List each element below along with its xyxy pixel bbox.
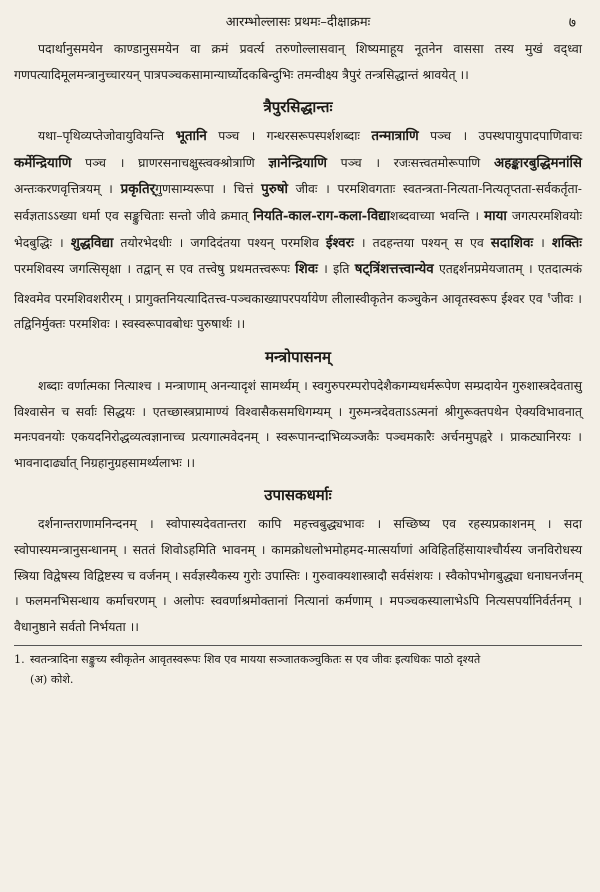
bold-term: कर्मेन्द्रियाणि [14, 154, 72, 171]
text-run: जगत्परमशिवयोः भेदबुद्धिः । [14, 207, 582, 250]
section-heading-mantropasana: मन्त्रोपासनम् [265, 348, 331, 367]
text-run: पञ्च । रजःसत्त्वतमोरूपाणि [326, 154, 494, 170]
bold-term: माया [484, 207, 507, 224]
bold-term: षट्त्रिंशत्तत्त्वान्येव [354, 261, 434, 278]
section-body-mantropasana [14, 373, 582, 475]
text-run: यथा–पृथिव्यप्तेजोवायुवियन्ति [38, 128, 176, 144]
text-run: । इति [317, 261, 355, 277]
text-run: । [533, 234, 552, 250]
text-run: पञ्च । घ्राणरसनाचक्षुस्त्वक्श्रोत्राणि [71, 154, 269, 170]
bold-term: ज्ञानेन्द्रियाणि [268, 154, 327, 171]
section-body-upasaka-dharma [14, 511, 582, 639]
text-run: एतद्दर्शनप्रमेयजातम् । एतदात्मकं विश्वमेव परमशिवशरीरम् । प्रागुक्तनियत्यादितत्त्व-पञ्चकाख्यापरपर्यायेण लीलास्वीकृतेन कञ्चुकेन आवृतस्वरूप ईश्वर एव [14, 261, 583, 306]
text-run: जीवः । परमशिवगताः स्वतन्त्रता-नित्यता-नित्यतृप्तता-सर्वकर्तृता-सर्वज्ञताऽऽख्या धर्मा एव सङ्कुचिताः सन्तो जीवे क्रमात् [14, 181, 582, 223]
text-run: शब्दाः वर्णात्मका नित्याश्च । मन्त्राणाम् अनन्यादृशं सामर्थ्यम् । स्वगुरुपरम्परोपदेशैकगम्यधर्मरूपेण सम्प्रदायेन गुरुशास्त्रदेवतासु विश्वासेन च सर्वाः सिद्धयः । एतच्छास्त्रप्रामाण्यं विश्वासैकसमधिगम्यम् । गुरुमन्त्रदेवताऽऽत्मनां श्रीगुरूक्तपथेन ऐक्यविभावनात् मनःपवनयोः एकयदनिरोद्धव्यत्वज्ञानाच्च प्रत्यगात्मवेदनम् । स्वरूपानन्दाभिव्यञ्जकैः पञ्चमकारैः अर्चनमुपह्वरे । प्राकट्यानिरयः । भावनादार्ढ्यात् निग्रहानुग्रहसामर्थ्यलाभः ।। [14, 378, 582, 470]
bold-term: अहङ्कारबुद्धिमनांसि [493, 154, 582, 171]
text-run: पञ्च । गन्धरसरूपस्पर्शशब्दाः [206, 128, 372, 144]
page-number: ७ [568, 15, 576, 31]
text-run: जीवः । तद्विनिर्मुक्तः परमशिवः । स्वस्वरूपावबोधः पुरुषार्थः ।। [14, 290, 582, 332]
text-run: । तदहन्तया पश्यन् स एव [353, 234, 491, 250]
bold-term: तन्मात्राणि [371, 128, 419, 145]
text-run: शब्दवाच्या भवन्ति । [390, 207, 485, 223]
running-head [14, 10, 582, 36]
footnote-rule [14, 645, 582, 646]
bold-term: प्रकृतिर् [120, 181, 156, 198]
footnote-text: स्वतन्त्रादिना सङ्कुच्य स्वीकृतेन आवृतस्वरूपः शिव एव मायया सञ्जातकञ्चुकितः स एव जीवः इत्यधिकः पाठो दृश्यते [30, 653, 481, 667]
bold-term: भूतानि [175, 128, 207, 145]
bold-term: शक्तिः [551, 234, 582, 251]
text-run: पञ्च । उपस्थपायुपादपाणिवाचः [418, 128, 582, 144]
bold-term: पुरुषो [261, 181, 288, 198]
bold-term: शिवः [295, 261, 318, 278]
section-body-traipura [14, 123, 582, 337]
text-run: तयोरभेदधीः । जगदिदंतया पश्यन् परमशिव [113, 234, 326, 250]
text-run: अन्तःकरणवृत्तित्रयम् । [14, 181, 121, 197]
footnote-continuation: (अ) कोशे. [30, 673, 74, 687]
text-run: परमशिवस्य जगत्सिसृक्षा । तद्वान् स एव तत्त्वेषु प्रथमतत्त्वरूपः [14, 261, 296, 277]
bold-term: शुद्धविद्या [70, 234, 114, 251]
footnote [14, 650, 582, 690]
footnote-number: 1. [14, 653, 25, 667]
section-heading-traipura: त्रैपुरसिद्धान्तः [263, 98, 333, 117]
running-head-title: आरम्भोल्लासः प्रथमः–दीक्षाक्रमः [225, 15, 371, 30]
text-run: दर्शनान्तराणामनिन्दनम् । स्वोपास्यदेवतान्तरा कापि महत्त्वबुद्ध्यभावः । सच्छिष्य एव रहस्यप्रकाशनम् । सदा स्वोपास्यमन्त्रानुसन्धानम् । सततं शिवोऽहमिति भावनम् । कामक्रोधलोभमोहमद-मात्सर्याणां अविहितहिंसायाश्चौर्यस्य जनविरोधस्य स्त्रिया विद्वेषस्य विद्विष्टस्य च वर्जनम् । सर्वज्ञस्यैकस्य गुरोः उपास्तिः । गुरुवाक्यशास्त्रादौ सर्वसंशयः । स्वैकोपभोगबुद्ध्या धनाघनर्जनम् । फलमनभिसन्धाय कर्माचरणम् । अलोपः स्ववर्णाश्रमोक्तानां नित्यानां कर्मणाम् । मपञ्चकस्यालाभेऽपि नित्यसपर्यानिर्वर्तनम् । वैधानुष्ठाने सर्वतो निर्भयता ।। [14, 516, 582, 634]
bold-term: नियति-काल-राग-कला-विद्या [253, 207, 391, 224]
bold-term: ईश्वरः [325, 234, 354, 251]
intro-paragraph: पदार्थानुसमयेन काण्डानुसमयेन वा क्रमं प्रवर्त्य तरुणोल्लासवान् शिष्यमाहूय नूतनेन वाससा तस्य मुखं वद्ध्वा गणपत्यादिमूलमन्त्रानुच्चारयन् पात्रपञ्चकसामान्यार्घ्योदकबिन्दुभिः तमन्वीक्ष्य त्रैपुरं तन्त्रसिद्धान्तं श्रावयेत् ।। [14, 41, 582, 82]
text-run: गुणसाम्यरूपा । चित्तं [155, 181, 262, 197]
section-heading-upasaka-dharma: उपासकधर्माः [264, 486, 332, 505]
footnote-marker: १ [546, 290, 552, 300]
bold-term: सदाशिवः [490, 234, 534, 251]
